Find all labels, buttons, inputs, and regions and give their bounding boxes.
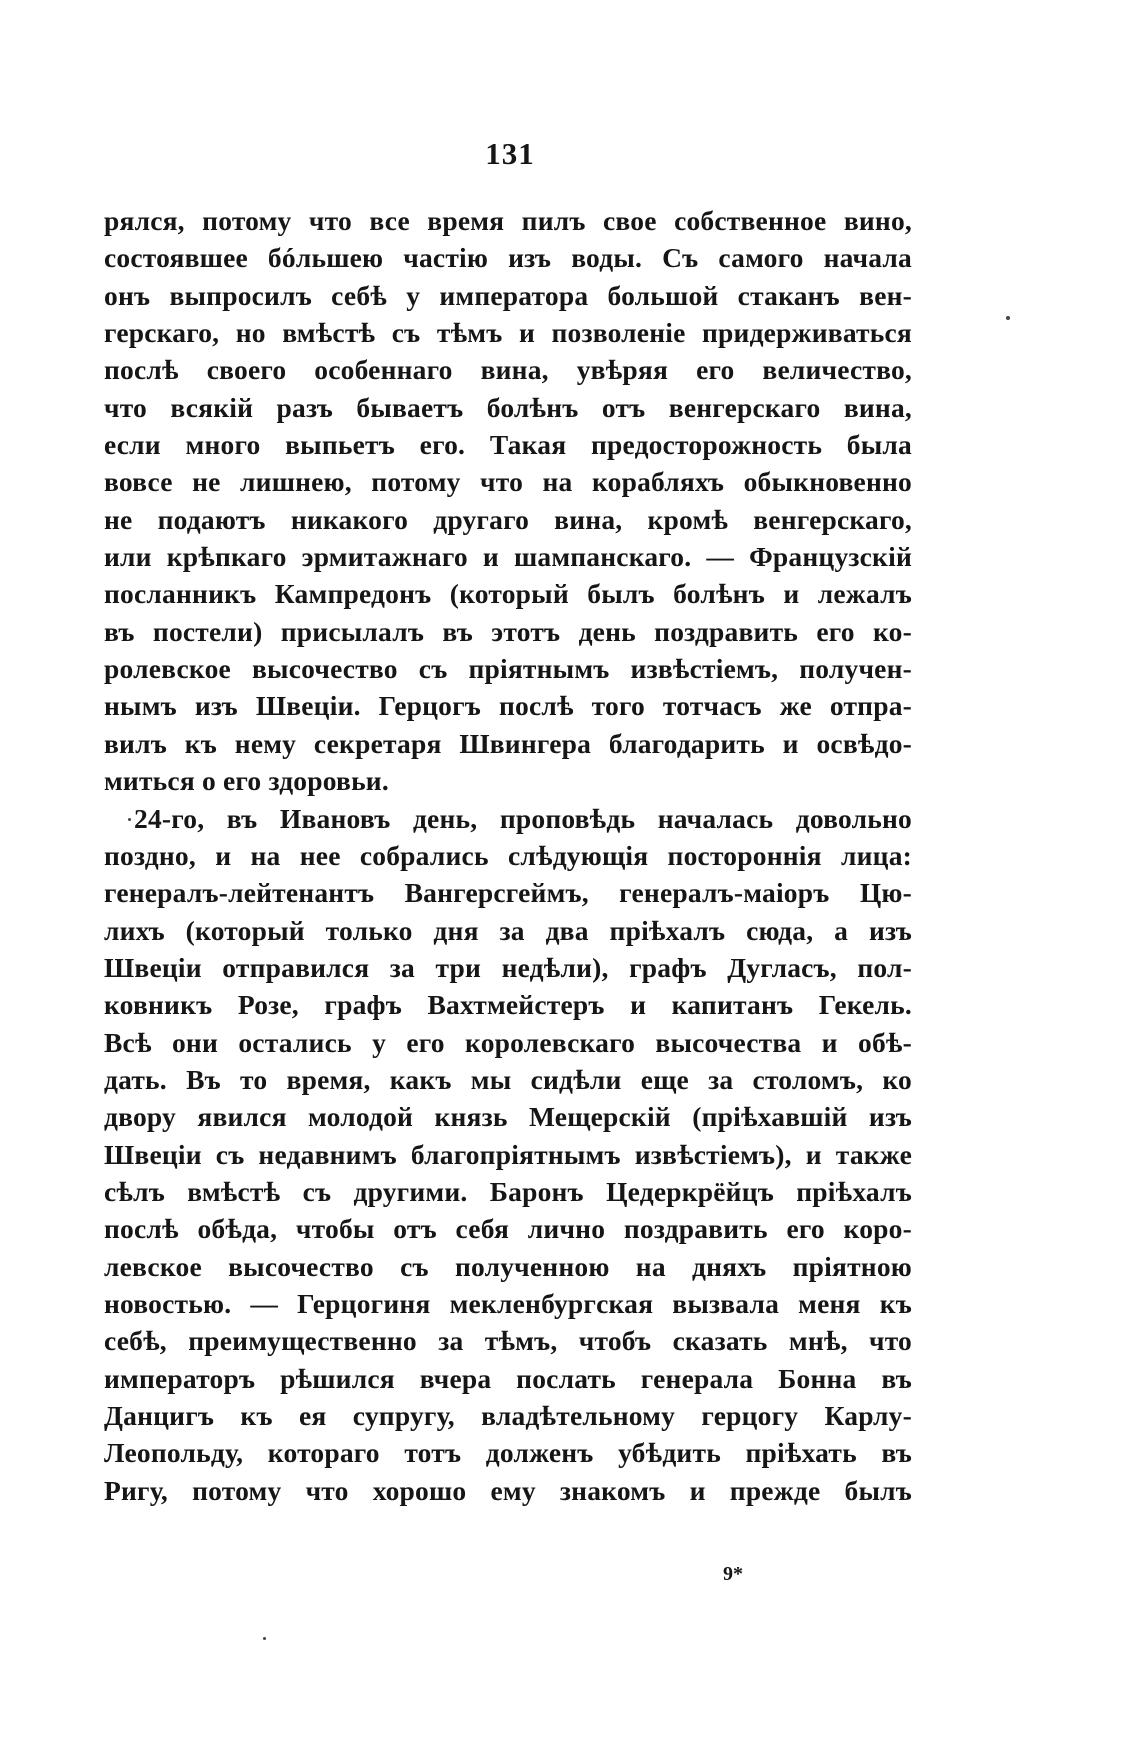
page-number: 131 — [485, 136, 535, 171]
text-line: Всѣ они остались у его королевскаго высочества и обѣ- — [104, 1026, 912, 1058]
text-line: императоръ рѣшился вчера послать генерала Бонна въ — [104, 1362, 912, 1394]
text-line: герскаго, но вмѣстѣ съ тѣмъ и позволеніе придерживаться — [104, 317, 912, 349]
text-line: рялся, потому что все время пилъ свое собственное вино, — [104, 205, 912, 236]
ink-speck — [128, 818, 131, 821]
text-line: если много выпьетъ его. Такая предосторожность была — [104, 429, 912, 461]
text-line: состоявшее бóльшею частію изъ воды. Съ самого начала — [104, 242, 912, 274]
text-line: лихъ (который только дня за два пріѣхалъ сюда, а изъ — [104, 914, 912, 946]
text-line: ролевское высочество съ пріятнымъ извѣстіемъ, получен- — [104, 653, 912, 685]
body-text — [104, 202, 912, 1509]
text-line: дать. Въ то время, какъ мы сидѣли еще за столомъ, ко — [104, 1063, 912, 1095]
text-line: ковникъ Розе, графъ Вахтмейстеръ и капитанъ Гекель. — [104, 989, 912, 1021]
text-line: новостью. — Герцогиня мекленбургская вызвала меня къ — [104, 1287, 912, 1319]
paragraph-start-line: 24-го, въ Ивановъ день, проповѣдь началась довольно — [134, 802, 912, 834]
text-line: сѣлъ вмѣстѣ съ другими. Баронъ Цедеркрёйцъ пріѣхалъ — [104, 1175, 912, 1207]
text-line: не подаютъ никакого другаго вина, кромѣ венгерскаго, — [104, 503, 912, 535]
text-line: Швеціи отправился за три недѣли), графъ Дугласъ, пол- — [104, 951, 912, 983]
ink-speck — [1006, 316, 1010, 320]
text-line: вилъ къ нему секретаря Швингера благодарить и освѣдо- — [104, 727, 912, 759]
text-line: нымъ изъ Швеціи. Герцогъ послѣ того тотчасъ же отпра- — [104, 690, 912, 722]
text-line: себѣ, преимущественно за тѣмъ, чтобъ сказать мнѣ, что — [104, 1325, 912, 1357]
text-line: Ригу, потому что хорошо ему знакомъ и прежде былъ — [104, 1474, 912, 1506]
text-line: левское высочество съ полученною на дняхъ пріятною — [104, 1250, 912, 1282]
text-line: Леопольду, котораго тотъ долженъ убѣдить пріѣхать въ — [104, 1437, 912, 1469]
text-line: двору явился молодой князь Мещерскій (пріѣхавшій изъ — [104, 1101, 912, 1133]
signature-mark: 9* — [723, 1563, 743, 1585]
text-line: что всякій разъ бываетъ болѣнъ отъ венгерскаго вина, — [104, 391, 912, 423]
text-line: Данцигъ къ ея супругу, владѣтельному герцогу Карлу- — [104, 1400, 912, 1431]
ink-speck — [263, 1637, 266, 1640]
text-line: вовсе не лишнею, потому что на корабляхъ обыкновенно — [104, 466, 912, 498]
text-line: въ постели) присылалъ въ этотъ день поздравить его ко- — [104, 615, 912, 647]
text-line: генералъ-лейтенантъ Вангерсгеймъ, генералъ-маіоръ Цю- — [104, 877, 912, 909]
text-line: поздно, и на нее собрались слѣдующія постороннія лица: — [104, 839, 912, 871]
text-line: онъ выпросилъ себѣ у императора большой стаканъ вен- — [104, 279, 912, 311]
paragraph-end-line: миться о его здоровьи. — [104, 765, 389, 797]
text-line: послѣ обѣда, чтобы отъ себя лично поздравить его коро- — [104, 1213, 912, 1245]
text-line: или крѣпкаго эрмитажнаго и шампанскаго. — Французскій — [104, 541, 912, 573]
text-line: Швеціи съ недавнимъ благопріятнымъ извѣстіемъ), и также — [104, 1138, 912, 1170]
text-line: посланникъ Кампредонъ (который былъ болѣнъ и лежалъ — [104, 578, 912, 610]
text-line: послѣ своего особеннаго вина, увѣряя его величество, — [104, 354, 912, 386]
